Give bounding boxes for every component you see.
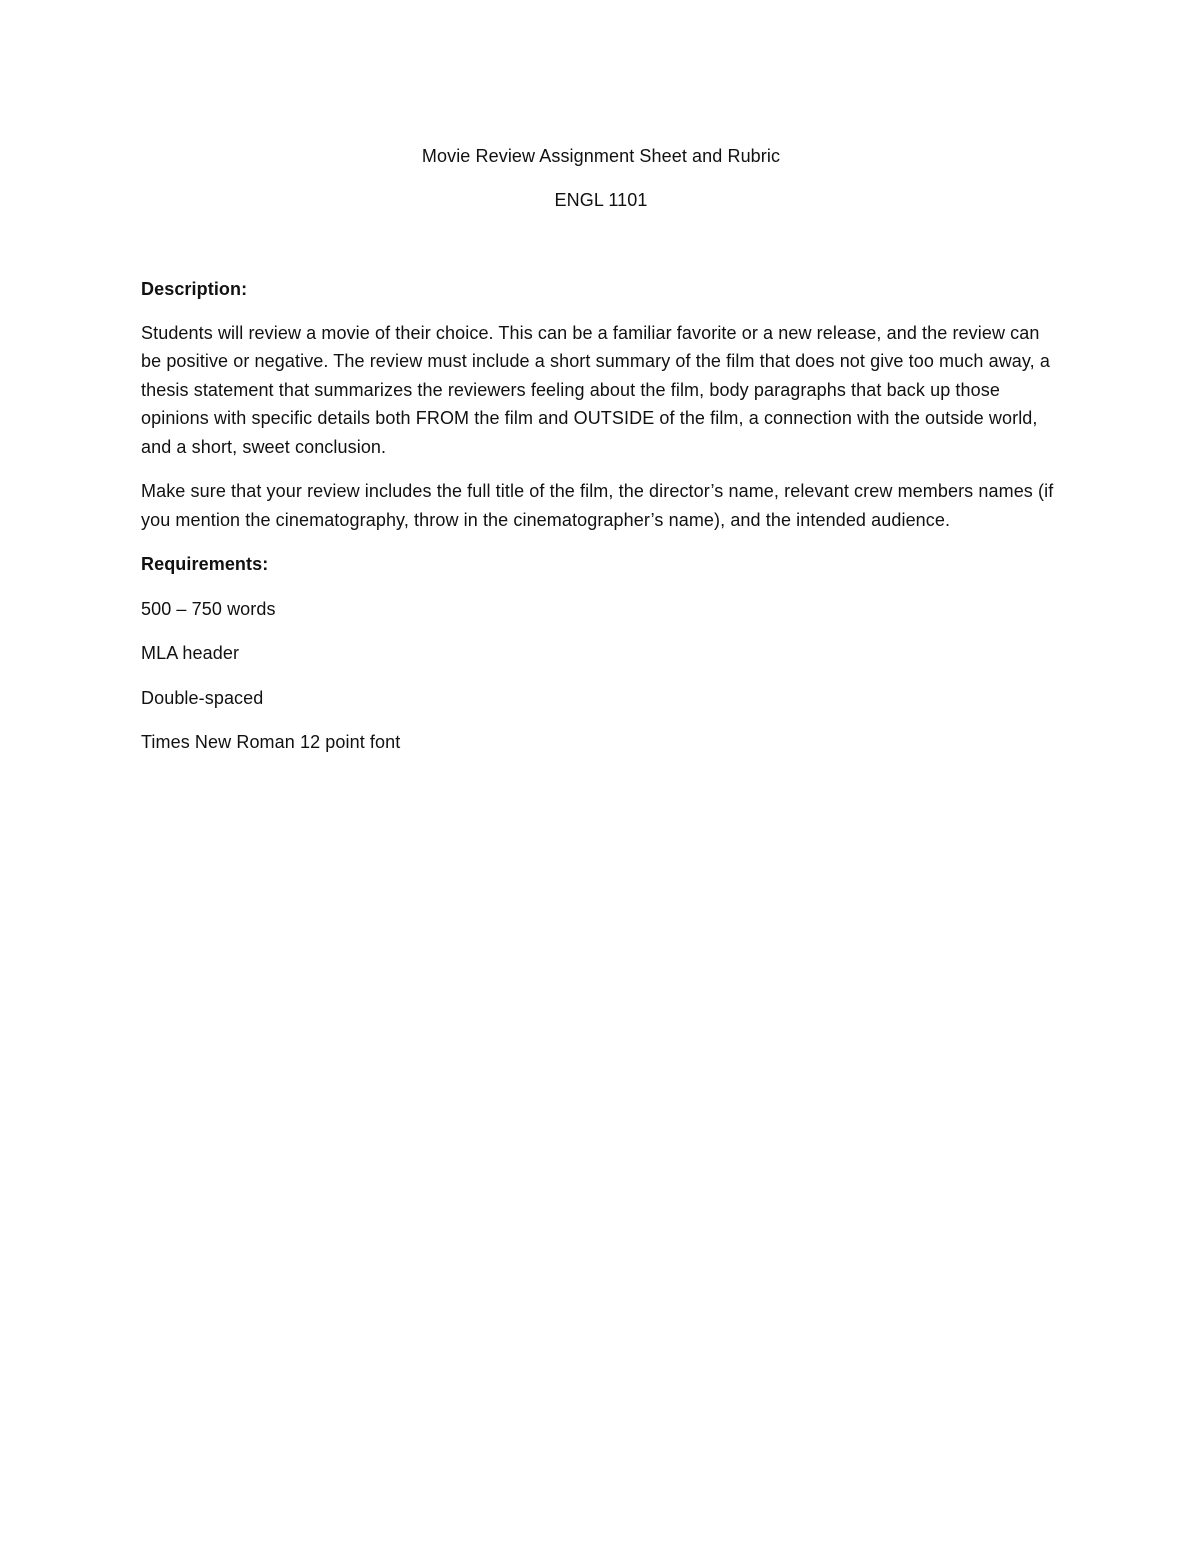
requirements-list <box>141 595 1061 757</box>
requirement-double-spaced: Double-spaced <box>141 687 264 708</box>
document-content <box>141 142 1061 757</box>
description-paragraph-1: Students will review a movie of their choice. This can be a familiar favorite or a new release, and the review can be positive or negative. The review must include a short summary of the film that does not give too much away, a thesis statement that summarizes the reviewers feeling about the film, body paragraphs that back up those opinions with specific details both FROM the film and OUTSIDE of the film, a connection with the outside world, and a short, sweet conclusion. <box>141 322 1050 457</box>
requirement-font: Times New Roman 12 point font <box>141 732 401 752</box>
requirement-word-count: 500 – 750 words <box>141 598 276 619</box>
document-title: Movie Review Assignment Sheet and Rubric <box>421 146 781 166</box>
course-code: ENGL 1101 <box>554 189 648 210</box>
requirements-heading: Requirements: <box>141 554 269 574</box>
description-paragraph-2: Make sure that your review includes the full title of the film, the director’s name, relevant crew members names (if you mention the cinematography, throw in the cinematographer’s name), and the intended audience. <box>141 481 1054 530</box>
description-heading: Description: <box>141 279 248 299</box>
requirement-mla-header: MLA header <box>141 643 240 663</box>
